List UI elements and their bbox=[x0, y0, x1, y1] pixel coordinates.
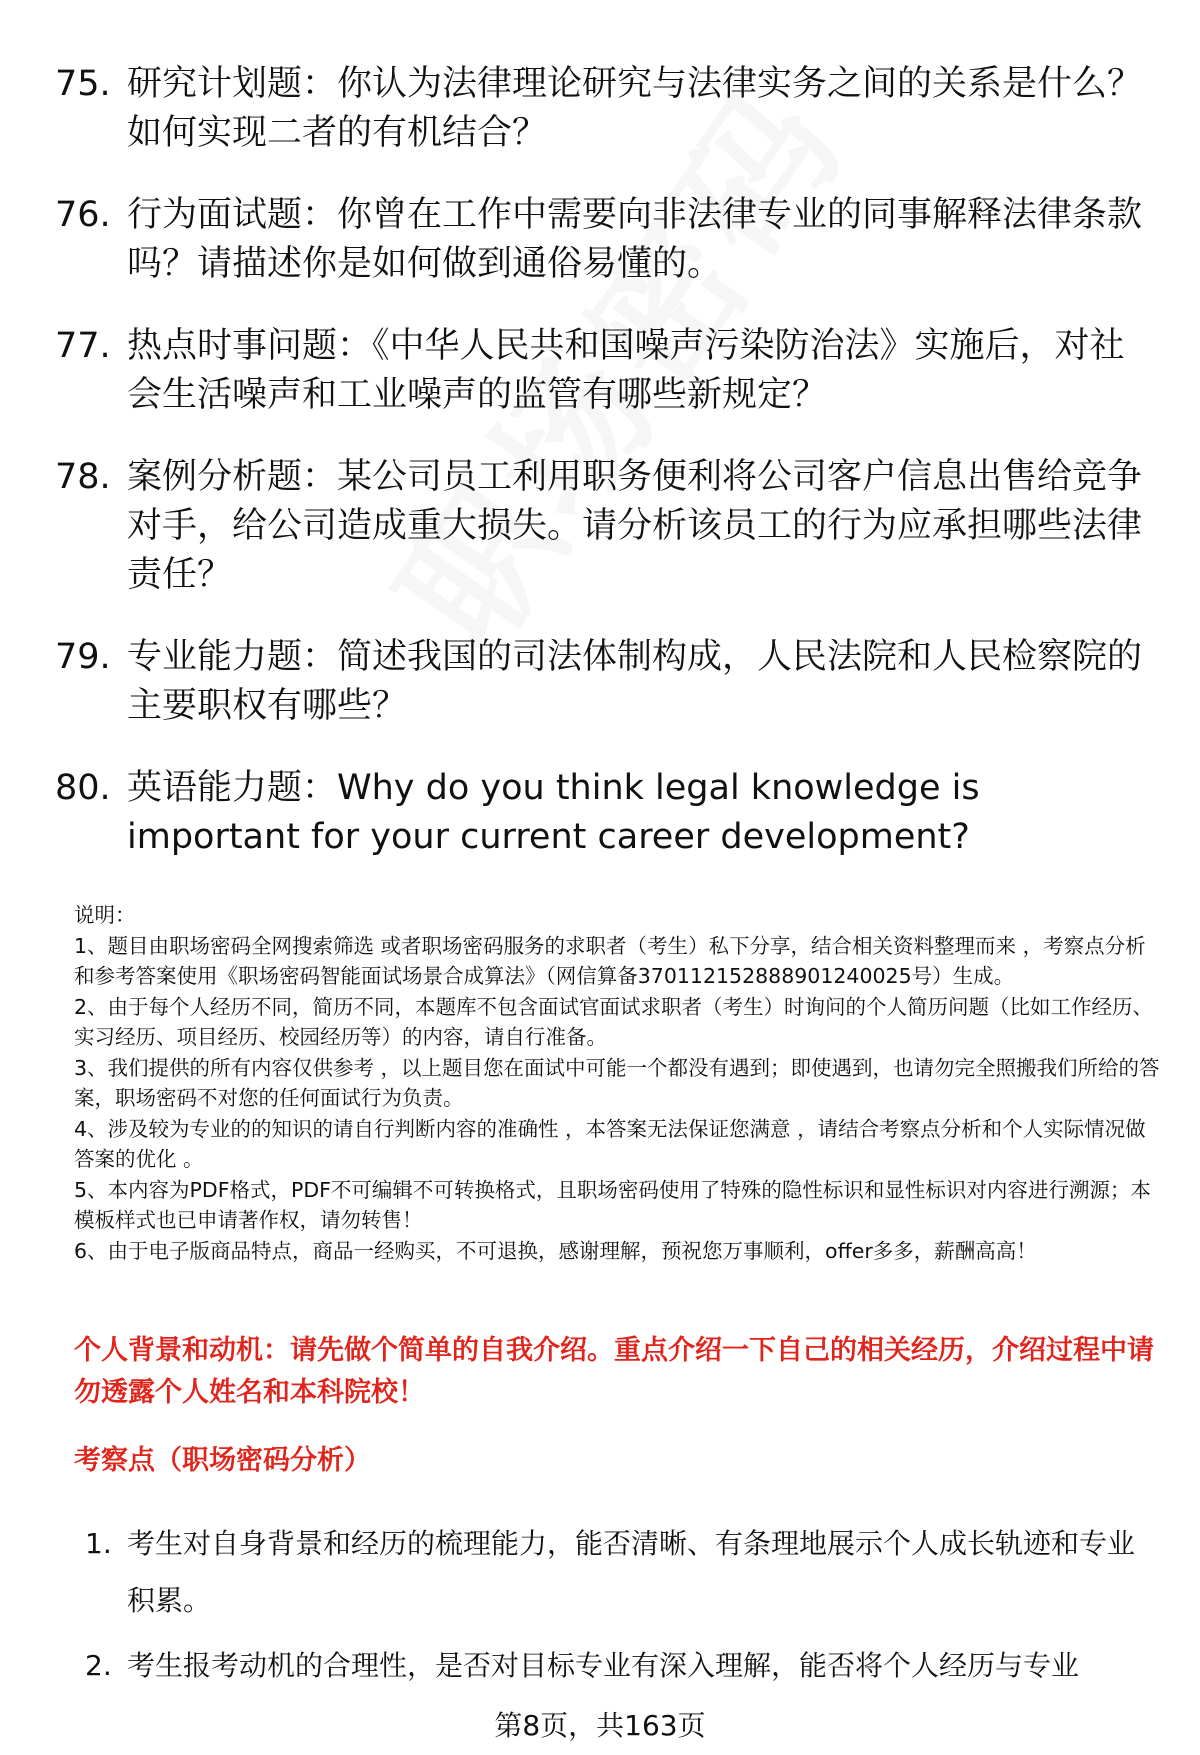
analysis-points bbox=[85, 1515, 1160, 1702]
point-number: 2. bbox=[85, 1649, 112, 1682]
interview-prompt: 个人背景和动机：请先做个简单的自我介绍。重点介绍一下自己的相关经历，介绍过程中请勿透露个人姓名和本科院校！ bbox=[74, 1335, 1154, 1408]
question-text: 案例分析题：某公司员工利用职务便利将公司客户信息出售给竞争对手，给公司造成重大损失。请分析该员工的行为应承担哪些法律责任？ bbox=[127, 457, 1143, 595]
question-number: 76. bbox=[55, 195, 111, 235]
question-text: 行为面试题：你曾在工作中需要向非法律专业的同事解释法律条款吗？请描述你是如何做到通俗易懂的。 bbox=[127, 195, 1143, 284]
question-text: 专业能力题：简述我国的司法体制构成，人民法院和人民检察院的主要职权有哪些？ bbox=[127, 637, 1143, 726]
question-number: 78. bbox=[55, 457, 111, 497]
question-list bbox=[55, 60, 1155, 895]
point-number: 1. bbox=[85, 1527, 112, 1560]
question-item bbox=[55, 633, 1155, 731]
note-item: 5、本内容为PDF格式，PDF不可编辑不可转换格式，且职场密码使用了特殊的隐性标识和显性标识对内容进行溯源；本模板样式也已申请著作权，请勿转售！ bbox=[74, 1177, 1151, 1232]
question-item bbox=[55, 60, 1155, 158]
point-text: 考生对自身背景和经历的梳理能力，能否清晰、有条理地展示个人成长轨迹和专业积累。 bbox=[127, 1527, 1136, 1617]
question-text: 热点时事问题：《中华人民共和国噪声污染防治法》实施后，对社会生活噪声和工业噪声的监管有哪些新规定？ bbox=[127, 326, 1125, 415]
analysis-point bbox=[85, 1515, 1160, 1629]
question-number: 75. bbox=[55, 64, 111, 104]
question-text: 研究计划题：你认为法律理论研究与法律实务之间的关系是什么？如何实现二者的有机结合？ bbox=[127, 64, 1143, 153]
question-text: 英语能力题：Why do you think legal knowledge is important for your current career development? bbox=[127, 768, 980, 857]
note-item: 6、由于电子版商品特点，商品一经购买，不可退换，感谢理解，预祝您万事顺利，offer多多，薪酬高高！ bbox=[74, 1238, 1037, 1263]
question-item bbox=[55, 764, 1155, 862]
question-number: 80. bbox=[55, 768, 111, 808]
note-item: 4、涉及较为专业的的知识的请自行判断内容的准确性 ，本答案无法保证您满意 ，请结合考察点分析和个人实际情况做答案的优化 。 bbox=[74, 1116, 1146, 1171]
question-item bbox=[55, 191, 1155, 289]
analysis-point bbox=[85, 1637, 1160, 1694]
point-text: 考生报考动机的合理性，是否对目标专业有深入理解，能否将个人经历与专业 bbox=[127, 1649, 1080, 1682]
analysis-heading: 考察点（职场密码分析） bbox=[74, 1445, 371, 1476]
notes-section bbox=[74, 900, 1164, 1266]
question-number: 77. bbox=[55, 326, 111, 366]
note-item: 1、题目由职场密码全网搜索筛选 或者职场密码服务的求职者（考生）私下分享，结合相关资料整理而来 ，考察点分析和参考答案使用《职场密码智能面试场景合成算法》（网信算备370112152888901240025号）生成。 bbox=[74, 933, 1146, 988]
note-item: 3、我们提供的所有内容仅供参考 ，以上题目您在面试中可能一个都没有遇到；即使遇到，也请勿完全照搬我们所给的答案，职场密码不对您的任何面试行为负责。 bbox=[74, 1055, 1160, 1110]
page-footer: 第8页，共163页 bbox=[494, 1709, 706, 1742]
note-item: 2、由于每个人经历不同，简历不同，本题库不包含面试官面试求职者（考生）时询问的个人简历问题（比如工作经历、实习经历、项目经历、校园经历等）的内容，请自行准备。 bbox=[74, 994, 1154, 1049]
notes-heading: 说明： bbox=[74, 903, 136, 927]
question-item bbox=[55, 322, 1155, 420]
question-item bbox=[55, 453, 1155, 600]
question-number: 79. bbox=[55, 637, 111, 677]
